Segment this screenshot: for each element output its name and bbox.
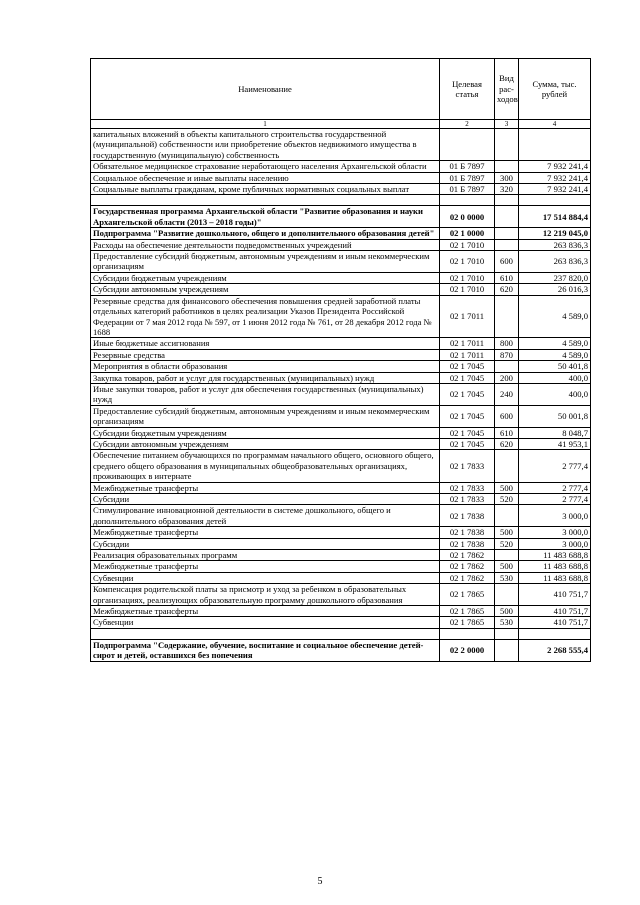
row-target-article: 02 1 7045 <box>440 438 495 449</box>
table-row <box>91 295 591 338</box>
row-name: Резервные средства для финансового обеспечения повышения средней заработной платы отдельных категорий работников в целях реализации Указов Президента Российской Федерации от 7 мая 2012 года № 597, от 1 июня 2012 года № 761, от 28 декабря 2012 года № 1688 <box>91 295 440 338</box>
row-name: Субсидии бюджетным учреждениям <box>91 427 440 438</box>
row-expense-kind: 500 <box>495 527 519 538</box>
column-number: 4 <box>519 120 591 129</box>
row-name: Предоставление субсидий бюджетным, автономным учреждениям и иным некоммерческим организациям <box>91 405 440 427</box>
row-expense-kind: 300 <box>495 172 519 183</box>
row-name: Обеспечение питанием обучающихся по программам начального общего, основного общего, среднего общего образования в муниципальных общеобразовательных организациях, проживающих в интернате <box>91 450 440 482</box>
row-sum: 2 268 555,4 <box>519 639 591 661</box>
row-target-article: 02 1 7838 <box>440 505 495 527</box>
table-row <box>91 482 591 493</box>
row-sum: 410 751,7 <box>519 606 591 617</box>
row-expense-kind: 240 <box>495 383 519 405</box>
row-sum: 3 000,0 <box>519 505 591 527</box>
table-row <box>91 584 591 606</box>
row-name: Субсидии бюджетным учреждениям <box>91 272 440 283</box>
row-target-article: 01 Б 7897 <box>440 172 495 183</box>
table-row <box>91 184 591 195</box>
row-expense-kind: 500 <box>495 606 519 617</box>
row-expense-kind: 620 <box>495 284 519 295</box>
table-row <box>91 361 591 372</box>
row-sum: 12 219 045,0 <box>519 228 591 239</box>
table-row <box>91 538 591 549</box>
row-name: Резервные средства <box>91 349 440 360</box>
row-sum: 11 483 688,8 <box>519 550 591 561</box>
row-target-article: 02 1 7865 <box>440 617 495 628</box>
row-expense-kind: 600 <box>495 251 519 273</box>
row-sum <box>519 195 591 206</box>
header-name: Наименование <box>91 59 440 120</box>
row-name: Реализация образовательных программ <box>91 550 440 561</box>
row-target-article: 02 1 7010 <box>440 239 495 250</box>
row-target-article: 02 1 7838 <box>440 538 495 549</box>
table-row <box>91 606 591 617</box>
row-sum: 2 777,4 <box>519 450 591 482</box>
table-row <box>91 572 591 583</box>
row-name: Субвенции <box>91 617 440 628</box>
header-target-article: Целевая статья <box>440 59 495 120</box>
table-row <box>91 284 591 295</box>
table-row <box>91 372 591 383</box>
row-sum: 263 836,3 <box>519 239 591 250</box>
table-row <box>91 383 591 405</box>
header-row <box>91 59 591 120</box>
row-expense-kind <box>495 450 519 482</box>
row-sum: 11 483 688,8 <box>519 561 591 572</box>
row-name: Социальные выплаты гражданам, кроме публичных нормативных социальных выплат <box>91 184 440 195</box>
budget-table-container <box>90 58 590 662</box>
row-name: Межбюджетные трансферты <box>91 561 440 572</box>
page-number: 5 <box>317 876 323 887</box>
row-sum: 41 953,1 <box>519 438 591 449</box>
row-target-article: 02 1 7010 <box>440 284 495 295</box>
row-sum: 50 001,8 <box>519 405 591 427</box>
row-expense-kind: 800 <box>495 338 519 349</box>
row-target-article: 02 1 7011 <box>440 349 495 360</box>
row-sum: 237 820,0 <box>519 272 591 283</box>
header-sum: Сумма, тыс. рублей <box>519 59 591 120</box>
row-sum: 3 000,0 <box>519 527 591 538</box>
row-expense-kind <box>495 161 519 172</box>
table-row <box>91 505 591 527</box>
row-target-article: 02 1 7011 <box>440 295 495 338</box>
row-expense-kind: 870 <box>495 349 519 360</box>
table-row <box>91 228 591 239</box>
row-name: Подпрограмма "Развитие дошкольного, общего и дополнительного образования детей" <box>91 228 440 239</box>
row-expense-kind: 530 <box>495 617 519 628</box>
row-target-article: 02 1 7833 <box>440 450 495 482</box>
row-sum: 410 751,7 <box>519 617 591 628</box>
table-row <box>91 617 591 628</box>
row-name: Предоставление субсидий бюджетным, автономным учреждениям и иным некоммерческим организациям <box>91 251 440 273</box>
row-expense-kind: 600 <box>495 405 519 427</box>
row-expense-kind <box>495 505 519 527</box>
row-name: Субсидии <box>91 538 440 549</box>
row-target-article: 02 1 7862 <box>440 550 495 561</box>
row-expense-kind: 620 <box>495 438 519 449</box>
row-target-article: 02 1 7862 <box>440 572 495 583</box>
row-sum: 17 514 884,4 <box>519 206 591 228</box>
row-target-article: 02 1 7010 <box>440 251 495 273</box>
row-expense-kind <box>495 129 519 161</box>
row-name: Межбюджетные трансферты <box>91 482 440 493</box>
row-sum: 11 483 688,8 <box>519 572 591 583</box>
row-name: Государственная программа Архангельской области "Развитие образования и науки Архангельской области (2013 – 2018 годы)" <box>91 206 440 228</box>
row-target-article: 02 1 7862 <box>440 561 495 572</box>
row-name: Социальное обеспечение и иные выплаты населению <box>91 172 440 183</box>
table-row <box>91 450 591 482</box>
table-row <box>91 494 591 505</box>
row-expense-kind <box>495 228 519 239</box>
spacer-row <box>91 195 591 206</box>
row-name: Субвенции <box>91 572 440 583</box>
row-target-article: 02 1 7045 <box>440 372 495 383</box>
row-expense-kind <box>495 639 519 661</box>
column-number-row <box>91 120 591 129</box>
row-expense-kind <box>495 295 519 338</box>
table-row <box>91 349 591 360</box>
row-target-article: 02 1 7045 <box>440 427 495 438</box>
row-name: Расходы на обеспечение деятельности подведомственных учреждений <box>91 239 440 250</box>
row-target-article: 02 1 7010 <box>440 272 495 283</box>
row-expense-kind: 520 <box>495 538 519 549</box>
row-expense-kind: 610 <box>495 272 519 283</box>
row-target-article: 02 1 0000 <box>440 228 495 239</box>
header-expense-kind: Вид рас-ходов <box>495 59 519 120</box>
row-target-article <box>440 628 495 639</box>
row-sum: 2 777,4 <box>519 482 591 493</box>
table-row <box>91 239 591 250</box>
row-target-article: 02 1 7865 <box>440 584 495 606</box>
table-row <box>91 272 591 283</box>
row-target-article: 01 Б 7897 <box>440 161 495 172</box>
row-sum: 4 589,0 <box>519 338 591 349</box>
spacer-row <box>91 628 591 639</box>
row-name: Межбюджетные трансферты <box>91 527 440 538</box>
row-expense-kind: 320 <box>495 184 519 195</box>
row-target-article: 02 1 7838 <box>440 527 495 538</box>
row-sum: 7 932 241,4 <box>519 172 591 183</box>
row-expense-kind <box>495 584 519 606</box>
row-target-article: 02 1 7865 <box>440 606 495 617</box>
row-name: Закупка товаров, работ и услуг для государственных (муниципальных) нужд <box>91 372 440 383</box>
table-row <box>91 561 591 572</box>
row-expense-kind: 520 <box>495 494 519 505</box>
row-name: Субсидии автономным учреждениям <box>91 284 440 295</box>
budget-table <box>90 58 591 662</box>
row-sum: 410 751,7 <box>519 584 591 606</box>
row-name: Обязательное медицинское страхование неработающего населения Архангельской области <box>91 161 440 172</box>
table-row <box>91 427 591 438</box>
row-name: Компенсация родительской платы за присмотр и уход за ребенком в образовательных организациях, реализующих образовательную программу дошкольного образования <box>91 584 440 606</box>
row-target-article: 02 1 7045 <box>440 405 495 427</box>
row-expense-kind <box>495 195 519 206</box>
row-expense-kind: 500 <box>495 482 519 493</box>
row-sum <box>519 129 591 161</box>
row-name: Субсидии <box>91 494 440 505</box>
table-row <box>91 338 591 349</box>
row-name: Мероприятия в области образования <box>91 361 440 372</box>
row-sum: 4 589,0 <box>519 349 591 360</box>
row-sum: 400,0 <box>519 372 591 383</box>
table-row <box>91 639 591 661</box>
row-sum: 50 401,8 <box>519 361 591 372</box>
row-name: Межбюджетные трансферты <box>91 606 440 617</box>
row-expense-kind: 530 <box>495 572 519 583</box>
row-sum: 3 000,0 <box>519 538 591 549</box>
row-target-article: 02 1 7833 <box>440 494 495 505</box>
row-target-article <box>440 195 495 206</box>
row-expense-kind <box>495 239 519 250</box>
table-row <box>91 438 591 449</box>
row-expense-kind: 610 <box>495 427 519 438</box>
row-name: капитальных вложений в объекты капитального строительства государственной (муниципальной) собственности или приобретение объектов недвижимого имущества в государственную (муниципальную) собственность <box>91 129 440 161</box>
row-target-article: 02 1 7833 <box>440 482 495 493</box>
row-sum: 263 836,3 <box>519 251 591 273</box>
row-expense-kind <box>495 206 519 228</box>
row-name <box>91 628 440 639</box>
row-sum: 2 777,4 <box>519 494 591 505</box>
table-row <box>91 161 591 172</box>
row-target-article: 02 1 7011 <box>440 338 495 349</box>
row-sum: 7 932 241,4 <box>519 184 591 195</box>
row-target-article: 02 1 7045 <box>440 361 495 372</box>
row-name: Подпрограмма "Содержание, обучение, воспитание и социальное обеспечение детей-сирот и детей, оставшихся без попечения <box>91 639 440 661</box>
table-row <box>91 172 591 183</box>
row-expense-kind <box>495 628 519 639</box>
table-row <box>91 405 591 427</box>
row-target-article: 02 0 0000 <box>440 206 495 228</box>
column-number: 2 <box>440 120 495 129</box>
row-name: Иные закупки товаров, работ и услуг для обеспечения государственных (муниципальных) нужд <box>91 383 440 405</box>
row-expense-kind: 200 <box>495 372 519 383</box>
row-sum <box>519 628 591 639</box>
row-target-article: 02 2 0000 <box>440 639 495 661</box>
table-row <box>91 550 591 561</box>
row-name <box>91 195 440 206</box>
table-row <box>91 206 591 228</box>
row-target-article: 02 1 7045 <box>440 383 495 405</box>
row-name: Иные бюджетные ассигнования <box>91 338 440 349</box>
row-target-article <box>440 129 495 161</box>
row-name: Субсидии автономным учреждениям <box>91 438 440 449</box>
table-row <box>91 527 591 538</box>
budget-table-body <box>91 59 591 662</box>
row-name: Стимулирование инновационной деятельности в системе дошкольного, общего и дополнительного образования детей <box>91 505 440 527</box>
row-expense-kind <box>495 550 519 561</box>
row-sum: 26 016,3 <box>519 284 591 295</box>
table-row <box>91 129 591 161</box>
column-number: 1 <box>91 120 440 129</box>
column-number: 3 <box>495 120 519 129</box>
row-expense-kind <box>495 361 519 372</box>
row-sum: 8 048,7 <box>519 427 591 438</box>
table-row <box>91 251 591 273</box>
row-sum: 7 932 241,4 <box>519 161 591 172</box>
row-sum: 4 589,0 <box>519 295 591 338</box>
row-target-article: 01 Б 7897 <box>440 184 495 195</box>
row-sum: 400,0 <box>519 383 591 405</box>
row-expense-kind: 500 <box>495 561 519 572</box>
